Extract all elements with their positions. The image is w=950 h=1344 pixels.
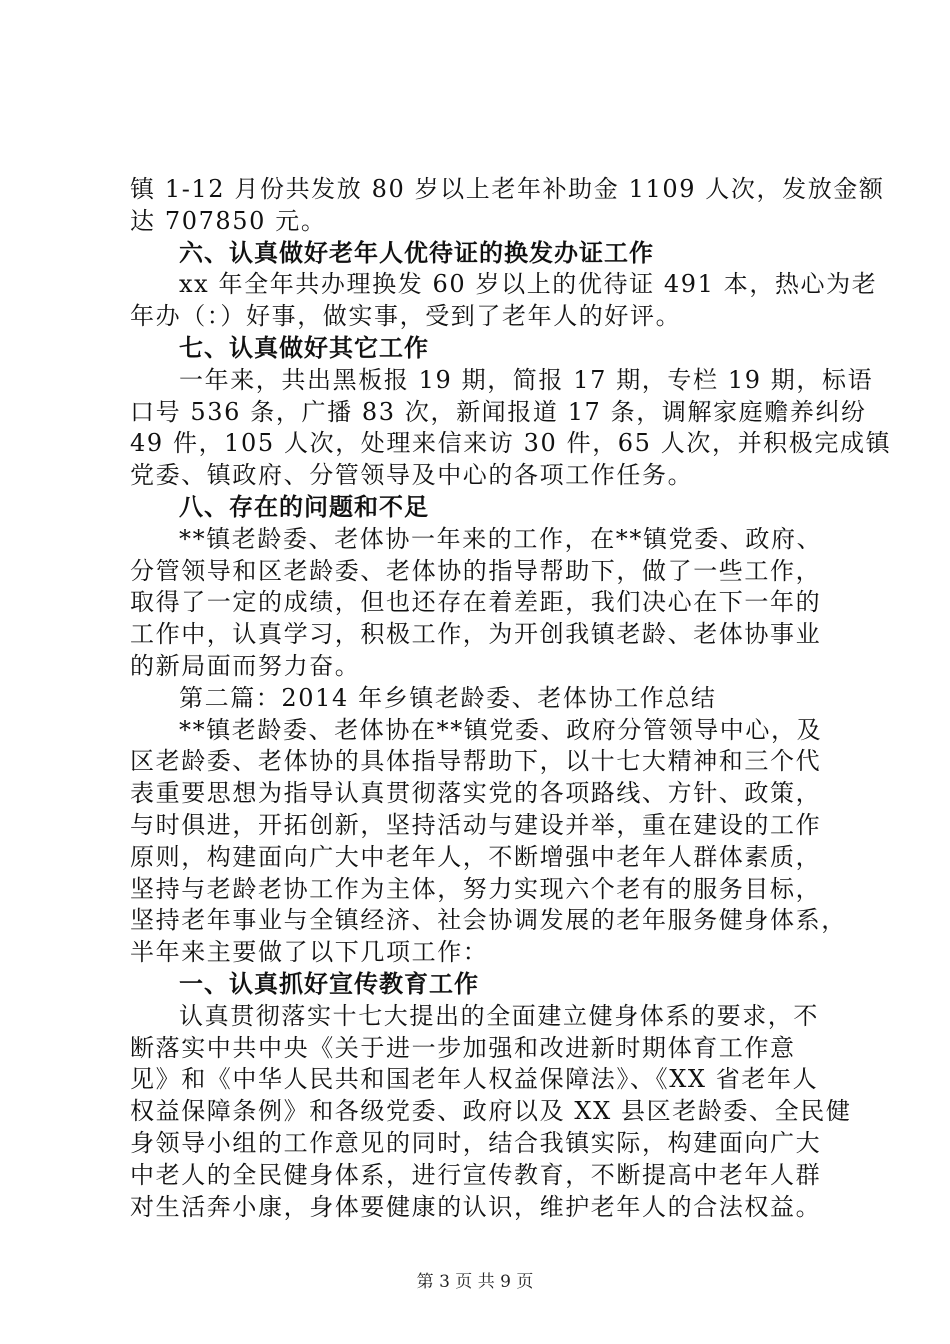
paragraph-line: 坚持老年事业与全镇经济、社会协调发展的老年服务健身体系， [130, 906, 847, 935]
paragraph-line: 半年来主要做了以下几项工作： [130, 938, 489, 967]
paragraph-line: 对生活奔小康，身体要健康的认识，维护老年人的合法权益。 [130, 1192, 822, 1221]
paragraph-first-line: **镇老龄委、老体协一年来的工作，在**镇党委、政府、 [179, 524, 823, 553]
paragraph-line: 中老人的全民健身体系，进行宣传教育，不断提高中老年人群 [130, 1160, 822, 1189]
paragraph-line: 的新局面而努力奋。 [130, 651, 361, 680]
paragraph-first-line: **镇老龄委、老体协在**镇党委、政府分管领导中心，及 [179, 715, 823, 744]
page-footer: 第 3 页 共 9 页 [416, 1272, 534, 1292]
paragraph-line: 口号 536 条，广播 83 次，新闻报道 17 条，调解家庭赡养纠纷 [130, 397, 867, 426]
section-heading: 一、认真抓好宣传教育工作 [179, 969, 479, 998]
paragraph-line: 坚持与老龄老协工作为主体，努力实现六个老有的服务目标， [130, 874, 822, 903]
paragraph-line: 断落实中共中央《关于进一步加强和改进新时期体育工作意 [130, 1033, 796, 1062]
paragraph-line: 身领导小组的工作意见的同时，结合我镇实际，构建面向广大 [130, 1128, 822, 1157]
paragraph-line: 分管领导和区老龄委、老体协的指导帮助下，做了一些工作， [130, 556, 822, 585]
paragraph-line: 与时俱进，开拓创新，坚持活动与建设并举，重在建设的工作 [130, 810, 822, 839]
section-heading: 八、存在的问题和不足 [179, 492, 429, 521]
paragraph-line: 取得了一定的成绩，但也还存在着差距，我们决心在下一年的 [130, 588, 822, 617]
paragraph-line: 原则，构建面向广大中老年人，不断增强中老年人群体素质， [130, 842, 822, 871]
document-body [130, 174, 892, 1223]
paragraph-first-line: 第二篇：2014 年乡镇老龄委、老体协工作总结 [179, 683, 717, 712]
paragraph-line: 权益保障条例》和各级党委、政府以及 XX 县区老龄委、全民健 [130, 1097, 852, 1126]
paragraph-line: 表重要思想为指导认真贯彻落实党的各项路线、方针、政策， [130, 779, 822, 808]
paragraph-line: 镇 1-12 月份共发放 80 岁以上老年补助金 1109 人次，发放金额 [130, 175, 885, 203]
section-heading: 六、认真做好老年人优待证的换发办证工作 [179, 238, 654, 267]
paragraph-first-line: 一年来，共出黑板报 19 期，简报 17 期，专栏 19 期，标语 [179, 365, 874, 394]
paragraph-first-line: 认真贯彻落实十七大提出的全面建立健身体系的要求，不 [179, 1001, 819, 1030]
paragraph-line: 49 件，105 人次，处理来信来访 30 件，65 人次，并积极完成镇 [130, 429, 892, 458]
paragraph-line: 党委、镇政府、分管领导及中心的各项工作任务。 [130, 461, 694, 490]
paragraph-line: 区老龄委、老体协的具体指导帮助下，以十七大精神和三个代 [130, 747, 822, 776]
paragraph-first-line: xx 年全年共办理换发 60 岁以上的优待证 491 本，热心为老 [179, 270, 878, 299]
section-heading: 七、认真做好其它工作 [179, 333, 429, 362]
paragraph-line: 年办（：）好事，做实事，受到了老年人的好评。 [130, 302, 682, 331]
paragraph-line: 工作中，认真学习，积极工作，为开创我镇老龄、老体协事业 [130, 620, 822, 649]
paragraph-line: 达 707850 元。 [130, 206, 327, 235]
paragraph-line: 见》和《中华人民共和国老年人权益保障法》、《XX 省老年人 [130, 1065, 819, 1094]
